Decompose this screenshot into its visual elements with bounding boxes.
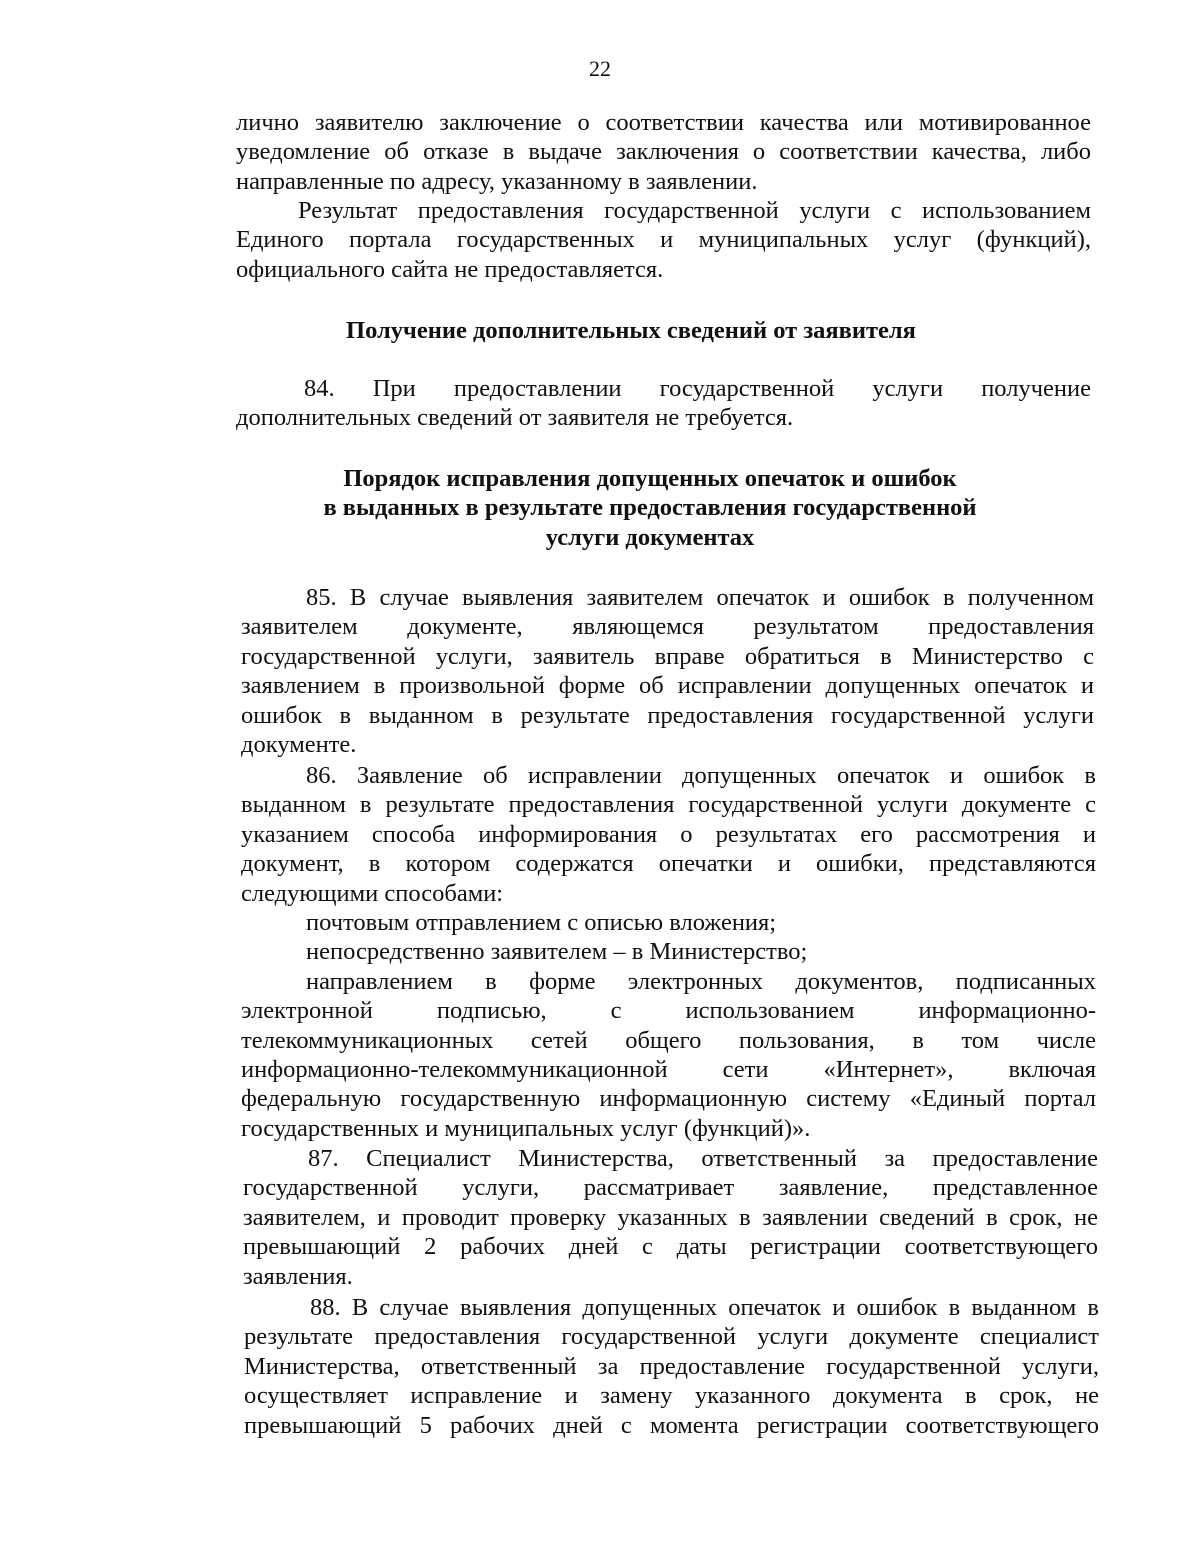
text-line: государственной услуги, заявитель вправе обратиться в Министерство с — [241, 642, 1094, 670]
text-line: направлением в форме электронных документов, подписанных — [306, 967, 1096, 995]
intro-paragraph — [236, 108, 1091, 196]
heading-line: в выданных в результате предоставления государственной — [323, 494, 977, 522]
text-line: 87. Специалист Министерства, ответственный за предоставление — [308, 1145, 1098, 1172]
text-line: информационно-телекоммуникационной сети «Интернет», включая — [241, 1056, 1096, 1084]
text-line: заявителем, и проводит проверку указанных в заявлении сведений в срок, не — [243, 1203, 1098, 1231]
text-line: направленные по адресу, указанному в заявлении. — [236, 167, 758, 195]
section-heading-additional-info — [0, 316, 1200, 345]
text-line: указанием способа информирования о результатах его рассмотрения и — [241, 820, 1096, 848]
text-line: заявителем документе, являющемся результатом предоставления — [241, 613, 1094, 641]
heading-line: услуги документах — [545, 523, 755, 551]
text-line: Результат предоставления государственной услуги с использованием — [298, 197, 1091, 224]
text-line: следующими способами: — [241, 879, 504, 907]
page-number: 22 — [589, 56, 611, 81]
text-line: 84. При предоставлении государственной услуги получение — [304, 375, 1091, 402]
text-line: осуществляет исправление и замену указанного документа в срок, не — [244, 1382, 1099, 1410]
text-line: Министерства, ответственный за предоставление государственной услуги, — [244, 1352, 1099, 1380]
text-line: превышающий 2 рабочих дней с даты регистрации соответствующего — [243, 1233, 1098, 1261]
paragraph-86 — [241, 761, 1096, 1143]
text-line: ошибок в выданном в результате предоставления государственной услуги — [241, 701, 1094, 729]
text-line: документе. — [241, 731, 357, 759]
text-line: электронной подписью, с использованием информационно- — [241, 997, 1096, 1025]
text-line: заявлением в произвольной форме об исправлении допущенных опечаток и — [241, 672, 1094, 700]
text-line: результате предоставления государственной услуги документе специалист — [244, 1323, 1099, 1351]
text-line: заявления. — [243, 1262, 353, 1290]
text-line: федеральную государственную информационную систему «Единый портал — [241, 1085, 1096, 1113]
text-line: превышающий 5 рабочих дней с момента регистрации соответствующего — [244, 1411, 1099, 1439]
text-line: Единого портала государственных и муниципальных услуг (функций), — [236, 226, 1091, 254]
text-line: телекоммуникационных сетей общего пользования, в том числе — [241, 1026, 1096, 1054]
text-line: документ, в котором содержатся опечатки и ошибки, представляются — [241, 850, 1096, 878]
text-line: 88. В случае выявления допущенных опечаток и ошибок в выданном в — [310, 1294, 1099, 1321]
paragraph-85 — [241, 583, 1094, 759]
paragraph-88 — [244, 1293, 1099, 1440]
text-line: выданном в результате предоставления государственной услуги документе с — [241, 791, 1096, 819]
text-line: 86. Заявление об исправлении допущенных опечаток и ошибок в — [306, 762, 1096, 789]
text-line: дополнительных сведений от заявителя не требуется. — [236, 404, 794, 432]
text-line: официального сайта не предоставляется. — [236, 255, 664, 283]
heading-line: Получение дополнительных сведений от заявителя — [346, 317, 916, 344]
result-paragraph — [236, 196, 1091, 284]
text-line: уведомление об отказе в выдаче заключения о соответствии качества, либо — [236, 138, 1091, 166]
paragraph-87 — [243, 1144, 1098, 1291]
text-line: непосредственно заявителем – в Министерство; — [306, 938, 808, 966]
text-line: лично заявителю заключение о соответствии качества или мотивированное — [236, 109, 1091, 136]
section-heading-corrections — [0, 464, 1200, 552]
text-line: почтовым отправлением с описью вложения; — [306, 909, 777, 937]
paragraph-84 — [236, 374, 1091, 433]
text-line: 85. В случае выявления заявителем опечаток и ошибок в полученном — [306, 584, 1094, 611]
heading-line: Порядок исправления допущенных опечаток и ошибок — [343, 465, 957, 492]
text-line: государственной услуги, рассматривает заявление, представленное — [243, 1174, 1098, 1202]
text-line: государственных и муниципальных услуг (функций)». — [241, 1114, 811, 1142]
